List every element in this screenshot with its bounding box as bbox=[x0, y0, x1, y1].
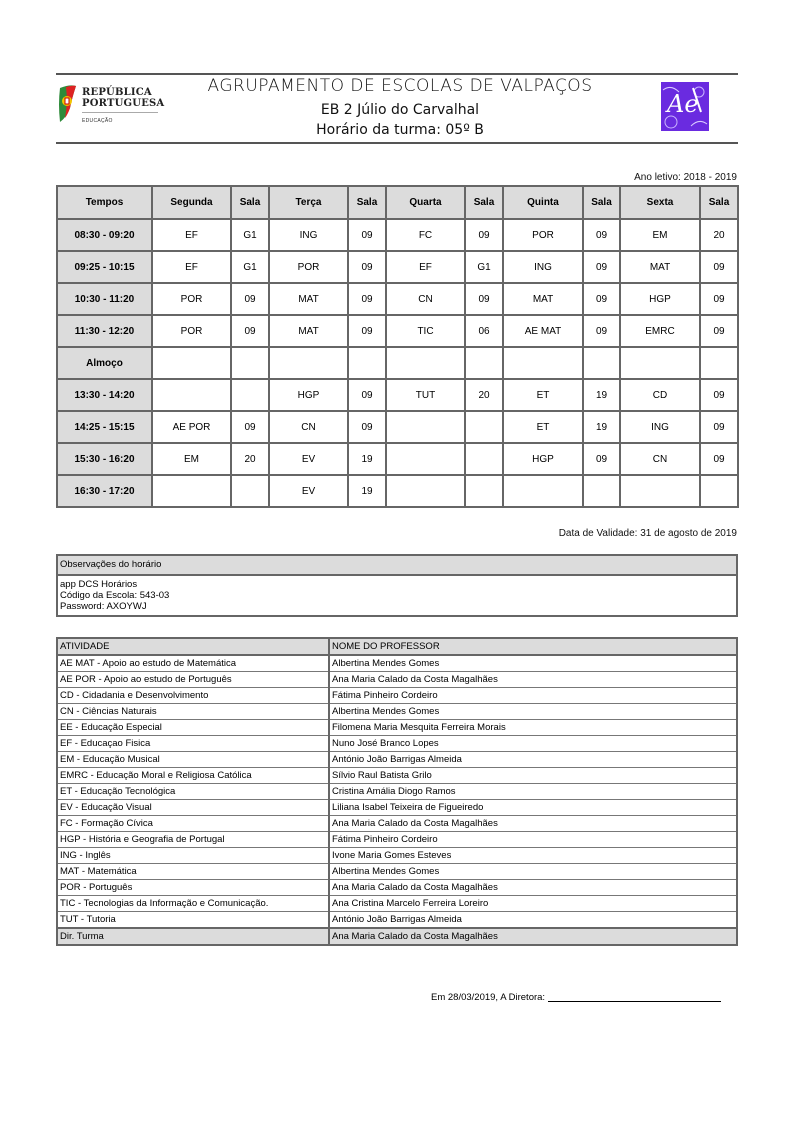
cell-subject: HGP bbox=[620, 283, 700, 315]
table-row bbox=[57, 720, 737, 736]
col-professor: NOME DO PROFESSOR bbox=[329, 638, 737, 655]
cell-subject: EM bbox=[620, 219, 700, 251]
col-segunda: Segunda bbox=[152, 186, 231, 219]
teacher-name: Albertina Mendes Gomes bbox=[329, 864, 737, 880]
cell-subject: FC bbox=[386, 219, 465, 251]
cell-subject: CN bbox=[269, 411, 348, 443]
cell-room: 09 bbox=[231, 411, 269, 443]
cell-subject bbox=[152, 475, 231, 507]
cell-subject bbox=[620, 475, 700, 507]
cell-room bbox=[348, 347, 386, 379]
cell-subject: ET bbox=[503, 379, 583, 411]
table-row bbox=[57, 251, 738, 283]
logo-subtitle: EDUCAÇÃO bbox=[82, 118, 113, 124]
cell-room: 09 bbox=[348, 219, 386, 251]
table-row bbox=[57, 283, 738, 315]
table-row bbox=[57, 784, 737, 800]
table-row bbox=[57, 896, 737, 912]
table-row bbox=[57, 475, 738, 507]
top-rule bbox=[56, 73, 738, 75]
time-slot: 16:30 - 17:20 bbox=[57, 475, 152, 507]
col-sala: Sala bbox=[348, 186, 386, 219]
signature-line bbox=[548, 1001, 721, 1002]
cell-room: 09 bbox=[348, 251, 386, 283]
cell-room: 09 bbox=[700, 379, 738, 411]
col-quarta: Quarta bbox=[386, 186, 465, 219]
cell-room: 09 bbox=[700, 251, 738, 283]
cell-subject: EV bbox=[269, 475, 348, 507]
time-slot: 09:25 - 10:15 bbox=[57, 251, 152, 283]
cell-subject: MAT bbox=[269, 315, 348, 347]
table-row bbox=[57, 672, 737, 688]
col-tempos: Tempos bbox=[57, 186, 152, 219]
table-row bbox=[57, 379, 738, 411]
cell-subject bbox=[152, 379, 231, 411]
activity-name: AE MAT - Apoio ao estudo de Matemática bbox=[57, 655, 329, 672]
schedule-header-row bbox=[57, 186, 738, 219]
portugal-flag-icon bbox=[56, 84, 78, 124]
table-row bbox=[57, 864, 737, 880]
observations-body bbox=[58, 576, 736, 615]
time-slot: 15:30 - 16:20 bbox=[57, 443, 152, 475]
cell-subject: TIC bbox=[386, 315, 465, 347]
activity-name: TUT - Tutoria bbox=[57, 912, 329, 929]
time-slot: 11:30 - 12:20 bbox=[57, 315, 152, 347]
col-atividade: ATIVIDADE bbox=[57, 638, 329, 655]
cell-subject: MAT bbox=[620, 251, 700, 283]
teacher-name: Ana Cristina Marcelo Ferreira Loreiro bbox=[329, 896, 737, 912]
time-slot: 08:30 - 09:20 bbox=[57, 219, 152, 251]
cell-subject: ING bbox=[503, 251, 583, 283]
teacher-name: Sílvio Raul Batista Grilo bbox=[329, 768, 737, 784]
cell-room: 09 bbox=[583, 443, 620, 475]
table-row bbox=[57, 655, 737, 672]
teacher-name: Cristina Amália Diogo Ramos bbox=[329, 784, 737, 800]
cell-room: 19 bbox=[348, 475, 386, 507]
cell-room: 09 bbox=[348, 283, 386, 315]
time-slot: 10:30 - 11:20 bbox=[57, 283, 152, 315]
table-row bbox=[57, 912, 737, 929]
table-row bbox=[57, 832, 737, 848]
cell-subject: AE POR bbox=[152, 411, 231, 443]
cell-room: 09 bbox=[348, 379, 386, 411]
cell-room: G1 bbox=[231, 251, 269, 283]
activity-name: TIC - Tecnologias da Informação e Comunicação. bbox=[57, 896, 329, 912]
activity-name: FC - Formação Cívica bbox=[57, 816, 329, 832]
cell-subject bbox=[386, 347, 465, 379]
cell-subject: ET bbox=[503, 411, 583, 443]
teacher-name: António João Barrigas Almeida bbox=[329, 912, 737, 929]
time-slot: 13:30 - 14:20 bbox=[57, 379, 152, 411]
table-row bbox=[57, 880, 737, 896]
cell-subject: EV bbox=[269, 443, 348, 475]
validity-date: Data de Validade: 31 de agosto de 2019 bbox=[558, 528, 737, 539]
col-quinta: Quinta bbox=[503, 186, 583, 219]
cell-subject: AE MAT bbox=[503, 315, 583, 347]
class-director-label: Dir. Turma bbox=[57, 928, 329, 945]
agrupamento-logo bbox=[661, 82, 709, 131]
cell-room: 06 bbox=[465, 315, 503, 347]
table-row bbox=[57, 688, 737, 704]
col-sala: Sala bbox=[231, 186, 269, 219]
table-row bbox=[57, 704, 737, 720]
cell-room: 19 bbox=[348, 443, 386, 475]
cell-room: 20 bbox=[700, 219, 738, 251]
cell-subject: MAT bbox=[269, 283, 348, 315]
activity-name: EM - Educação Musical bbox=[57, 752, 329, 768]
cell-room: 09 bbox=[700, 315, 738, 347]
cell-room: 09 bbox=[700, 443, 738, 475]
header-bottom-rule bbox=[56, 142, 738, 144]
teacher-name: Albertina Mendes Gomes bbox=[329, 655, 737, 672]
cell-subject: ING bbox=[620, 411, 700, 443]
table-row bbox=[57, 800, 737, 816]
cell-room bbox=[231, 379, 269, 411]
observation-line: app DCS Horários bbox=[60, 579, 138, 590]
logo-line-2: PORTUGUESA bbox=[82, 98, 165, 109]
activity-name: CN - Ciências Naturais bbox=[57, 704, 329, 720]
cell-room: 09 bbox=[231, 283, 269, 315]
cell-subject bbox=[386, 443, 465, 475]
activity-name: POR - Português bbox=[57, 880, 329, 896]
activity-name: ING - Inglês bbox=[57, 848, 329, 864]
cell-subject: HGP bbox=[269, 379, 348, 411]
table-row bbox=[57, 816, 737, 832]
cell-subject: HGP bbox=[503, 443, 583, 475]
class-director-row bbox=[57, 928, 737, 945]
cell-room bbox=[231, 475, 269, 507]
col-sala: Sala bbox=[583, 186, 620, 219]
teacher-name: Ana Maria Calado da Costa Magalhães bbox=[329, 816, 737, 832]
cell-room: 20 bbox=[465, 379, 503, 411]
cell-subject bbox=[386, 411, 465, 443]
col-sala: Sala bbox=[465, 186, 503, 219]
cell-room: G1 bbox=[231, 219, 269, 251]
time-slot: Almoço bbox=[57, 347, 152, 379]
activity-name: EF - Educaçao Fisica bbox=[57, 736, 329, 752]
cell-subject: POR bbox=[152, 283, 231, 315]
observations-box bbox=[56, 554, 738, 617]
activity-name: EE - Educação Especial bbox=[57, 720, 329, 736]
class-director-name: Ana Maria Calado da Costa Magalhães bbox=[329, 928, 737, 945]
teacher-name: António João Barrigas Almeida bbox=[329, 752, 737, 768]
teacher-name: Ana Maria Calado da Costa Magalhães bbox=[329, 880, 737, 896]
table-row bbox=[57, 219, 738, 251]
cell-subject: TUT bbox=[386, 379, 465, 411]
teacher-name: Fátima Pinheiro Cordeiro bbox=[329, 688, 737, 704]
cell-subject: EMRC bbox=[620, 315, 700, 347]
cell-subject: EM bbox=[152, 443, 231, 475]
school-group-title: AGRUPAMENTO DE ESCOLAS DE VALPAÇOS bbox=[207, 76, 593, 96]
cell-room bbox=[465, 411, 503, 443]
signature-block bbox=[431, 992, 721, 1003]
cell-room: 09 bbox=[583, 315, 620, 347]
ano-letivo: Ano letivo: 2018 - 2019 bbox=[634, 172, 737, 183]
teachers-table-header bbox=[57, 638, 737, 655]
activity-name: EMRC - Educação Moral e Religiosa Católica bbox=[57, 768, 329, 784]
table-row bbox=[57, 411, 738, 443]
cell-subject bbox=[152, 347, 231, 379]
table-row bbox=[57, 768, 737, 784]
cell-room: 19 bbox=[583, 379, 620, 411]
school-name: EB 2 Júlio do Carvalhal bbox=[320, 102, 480, 118]
teacher-name: Liliana Isabel Teixeira de Figueiredo bbox=[329, 800, 737, 816]
cell-subject bbox=[503, 347, 583, 379]
teacher-name: Filomena Maria Mesquita Ferreira Morais bbox=[329, 720, 737, 736]
signature-label: Em 28/03/2019, A Diretora: bbox=[431, 992, 546, 1003]
cell-room: 09 bbox=[700, 283, 738, 315]
cell-room bbox=[700, 475, 738, 507]
cell-room bbox=[465, 443, 503, 475]
cell-subject: POR bbox=[269, 251, 348, 283]
col-sexta: Sexta bbox=[620, 186, 700, 219]
activity-name: MAT - Matemática bbox=[57, 864, 329, 880]
cell-subject: CN bbox=[620, 443, 700, 475]
activity-name: HGP - História e Geografia de Portugal bbox=[57, 832, 329, 848]
cell-room bbox=[231, 347, 269, 379]
cell-room bbox=[583, 475, 620, 507]
teachers-table bbox=[56, 637, 738, 946]
cell-room: 09 bbox=[583, 283, 620, 315]
cell-room: 19 bbox=[583, 411, 620, 443]
cell-room bbox=[465, 347, 503, 379]
cell-room: 20 bbox=[231, 443, 269, 475]
cell-room: 09 bbox=[465, 219, 503, 251]
observation-line: Password: AXOYWJ bbox=[60, 601, 147, 612]
table-row bbox=[57, 736, 737, 752]
cell-subject: POR bbox=[503, 219, 583, 251]
teacher-name: Ana Maria Calado da Costa Magalhães bbox=[329, 672, 737, 688]
republica-portuguesa-text bbox=[82, 87, 164, 109]
activity-name: EV - Educação Visual bbox=[57, 800, 329, 816]
teacher-name: Nuno José Branco Lopes bbox=[329, 736, 737, 752]
col-terca: Terça bbox=[269, 186, 348, 219]
schedule-table bbox=[56, 185, 739, 508]
cell-room: 09 bbox=[583, 219, 620, 251]
activity-name: CD - Cidadania e Desenvolvimento bbox=[57, 688, 329, 704]
cell-subject: MAT bbox=[503, 283, 583, 315]
teacher-name: Ivone Maria Gomes Esteves bbox=[329, 848, 737, 864]
table-row bbox=[57, 848, 737, 864]
observation-line: Código da Escola: 543-03 bbox=[60, 590, 170, 601]
cell-subject: EF bbox=[152, 251, 231, 283]
cell-room: 09 bbox=[348, 315, 386, 347]
table-row bbox=[57, 315, 738, 347]
cell-subject bbox=[386, 475, 465, 507]
cell-subject bbox=[503, 475, 583, 507]
cell-room: 09 bbox=[700, 411, 738, 443]
cell-room: G1 bbox=[465, 251, 503, 283]
table-row-lunch bbox=[57, 347, 738, 379]
cell-room bbox=[583, 347, 620, 379]
cell-subject: ING bbox=[269, 219, 348, 251]
time-slot: 14:25 - 15:15 bbox=[57, 411, 152, 443]
cell-room: 09 bbox=[465, 283, 503, 315]
logo-line-1: REPÚBLICA bbox=[82, 87, 152, 98]
teacher-name: Albertina Mendes Gomes bbox=[329, 704, 737, 720]
activity-name: AE POR - Apoio ao estudo de Português bbox=[57, 672, 329, 688]
cell-room bbox=[700, 347, 738, 379]
cell-room: 09 bbox=[348, 411, 386, 443]
activity-name: ET - Educação Tecnológica bbox=[57, 784, 329, 800]
teacher-name: Fátima Pinheiro Cordeiro bbox=[329, 832, 737, 848]
cell-subject: CD bbox=[620, 379, 700, 411]
table-row bbox=[57, 443, 738, 475]
cell-subject: EF bbox=[152, 219, 231, 251]
cell-subject: POR bbox=[152, 315, 231, 347]
table-row bbox=[57, 752, 737, 768]
observations-title: Observações do horário bbox=[58, 556, 736, 576]
cell-room: 09 bbox=[583, 251, 620, 283]
cell-room bbox=[465, 475, 503, 507]
col-sala: Sala bbox=[700, 186, 738, 219]
logo-ae-text: Ae bbox=[667, 90, 699, 118]
cell-subject: CN bbox=[386, 283, 465, 315]
cell-subject bbox=[620, 347, 700, 379]
cell-room: 09 bbox=[231, 315, 269, 347]
class-title: Horário da turma: 05º B bbox=[316, 122, 484, 138]
cell-subject bbox=[269, 347, 348, 379]
republica-portuguesa-logo bbox=[56, 84, 166, 128]
logo-divider bbox=[82, 112, 158, 113]
cell-subject: EF bbox=[386, 251, 465, 283]
